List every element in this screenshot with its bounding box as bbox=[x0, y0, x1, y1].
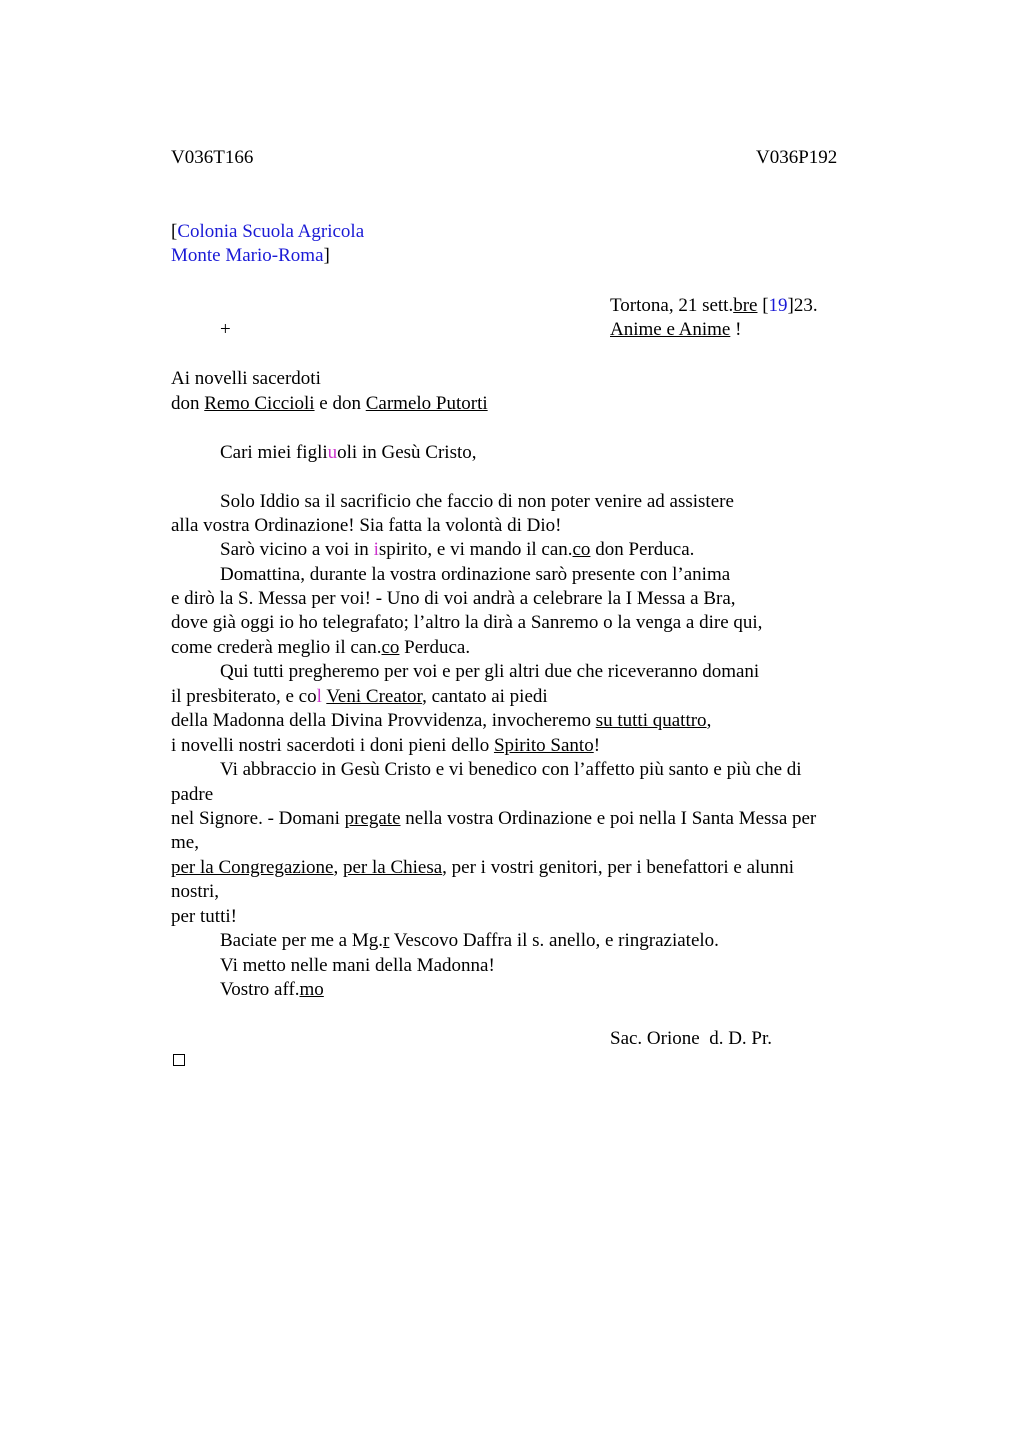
inserted-letter: l bbox=[316, 686, 322, 707]
recipient-line-1: Ai novelli sacerdoti bbox=[171, 368, 321, 389]
motto: Anime e Anime ! bbox=[610, 319, 742, 340]
recipient-line-2: don Remo Ciccioli e don Carmelo Putorti bbox=[171, 393, 488, 414]
body-line: della Madonna della Divina Provvidenza, invocheremo su tutti quattro, bbox=[171, 710, 712, 731]
body-line: Qui tutti pregheremo per voi e per gli altri due che riceveranno domani bbox=[220, 661, 760, 682]
body-line: il presbiterato, e col Veni Creator, cantato ai piedi bbox=[171, 686, 548, 707]
body-line: Solo Iddio sa il sacrificio che faccio di non poter venire ad assistere bbox=[220, 491, 734, 512]
body-line: per la Congregazione, per la Chiesa, per i vostri genitori, per i benefattori e alunni bbox=[171, 857, 795, 878]
salutation: Cari miei figliuoli in Gesù Cristo, bbox=[220, 442, 477, 463]
address-colonia: Colonia Scuola Agricola bbox=[177, 221, 365, 242]
recipient-name-1: Remo Ciccioli bbox=[204, 393, 315, 414]
body-line: alla vostra Ordinazione! Sia fatta la volontà di Dio! bbox=[171, 515, 562, 536]
body-line: come crederà meglio il can.co Perduca. bbox=[171, 637, 471, 658]
date-place: Tortona, 21 sett. bbox=[610, 295, 734, 316]
cross-symbol: + bbox=[220, 319, 231, 340]
body-line: nel Signore. - Domani pregate nella vostra Ordinazione e poi nella I Santa Messa per bbox=[171, 808, 817, 829]
body-line: Baciate per me a Mg.r Vescovo Daffra il s. anello, e ringraziatelo. bbox=[220, 930, 719, 951]
date-month-suffix: bre bbox=[733, 295, 758, 316]
document-code-left: V036T166 bbox=[171, 147, 254, 168]
signature: Sac. Orione d. D. Pr. bbox=[610, 1028, 773, 1049]
body-line: Domattina, durante la vostra ordinazione sarò presente con l’anima bbox=[220, 564, 731, 585]
body-line: padre bbox=[171, 784, 214, 805]
document-code-right: V036P192 bbox=[756, 147, 838, 168]
inserted-letter: u bbox=[327, 442, 338, 463]
address-line-1 bbox=[171, 220, 364, 244]
address-monte-mario: Monte Mario-Roma bbox=[171, 245, 324, 266]
inserted-letter: i bbox=[373, 539, 379, 560]
body-line: per tutti! bbox=[171, 906, 237, 927]
dateline: Tortona, 21 sett.bre [19]23. bbox=[610, 295, 818, 316]
body-line: i novelli nostri sacerdoti i doni pieni dello Spirito Santo! bbox=[171, 735, 601, 756]
motto-text: Anime e Anime bbox=[610, 319, 731, 340]
end-square-icon bbox=[173, 1054, 185, 1066]
body-line: dove già oggi io ho telegrafato; l’altro la dirà a Sanremo o la venga a dire qui, bbox=[171, 612, 763, 633]
date-century: 19 bbox=[768, 295, 788, 316]
date-year: 23. bbox=[793, 295, 818, 316]
body-line: e dirò la S. Messa per voi! - Uno di voi andrà a celebrare la I Messa a Bra, bbox=[171, 588, 736, 609]
recipient-name-2: Carmelo Putorti bbox=[365, 393, 488, 414]
body-line: Vi abbraccio in Gesù Cristo e vi benedico con l’affetto più santo e più che di bbox=[220, 759, 802, 780]
bracket-open: [ bbox=[171, 221, 178, 242]
closing: Vostro aff.mo bbox=[220, 979, 324, 1000]
body-line: Sarò vicino a voi in ispirito, e vi mando il can.co don Perduca. bbox=[220, 539, 695, 560]
address-line-2 bbox=[171, 244, 330, 268]
veni-creator: Veni Creator bbox=[326, 686, 423, 707]
bracket-close: ] bbox=[323, 245, 330, 266]
body-line: me, bbox=[171, 832, 199, 853]
body-line: nostri, bbox=[171, 881, 220, 902]
body-line: Vi metto nelle mani della Madonna! bbox=[220, 955, 495, 976]
